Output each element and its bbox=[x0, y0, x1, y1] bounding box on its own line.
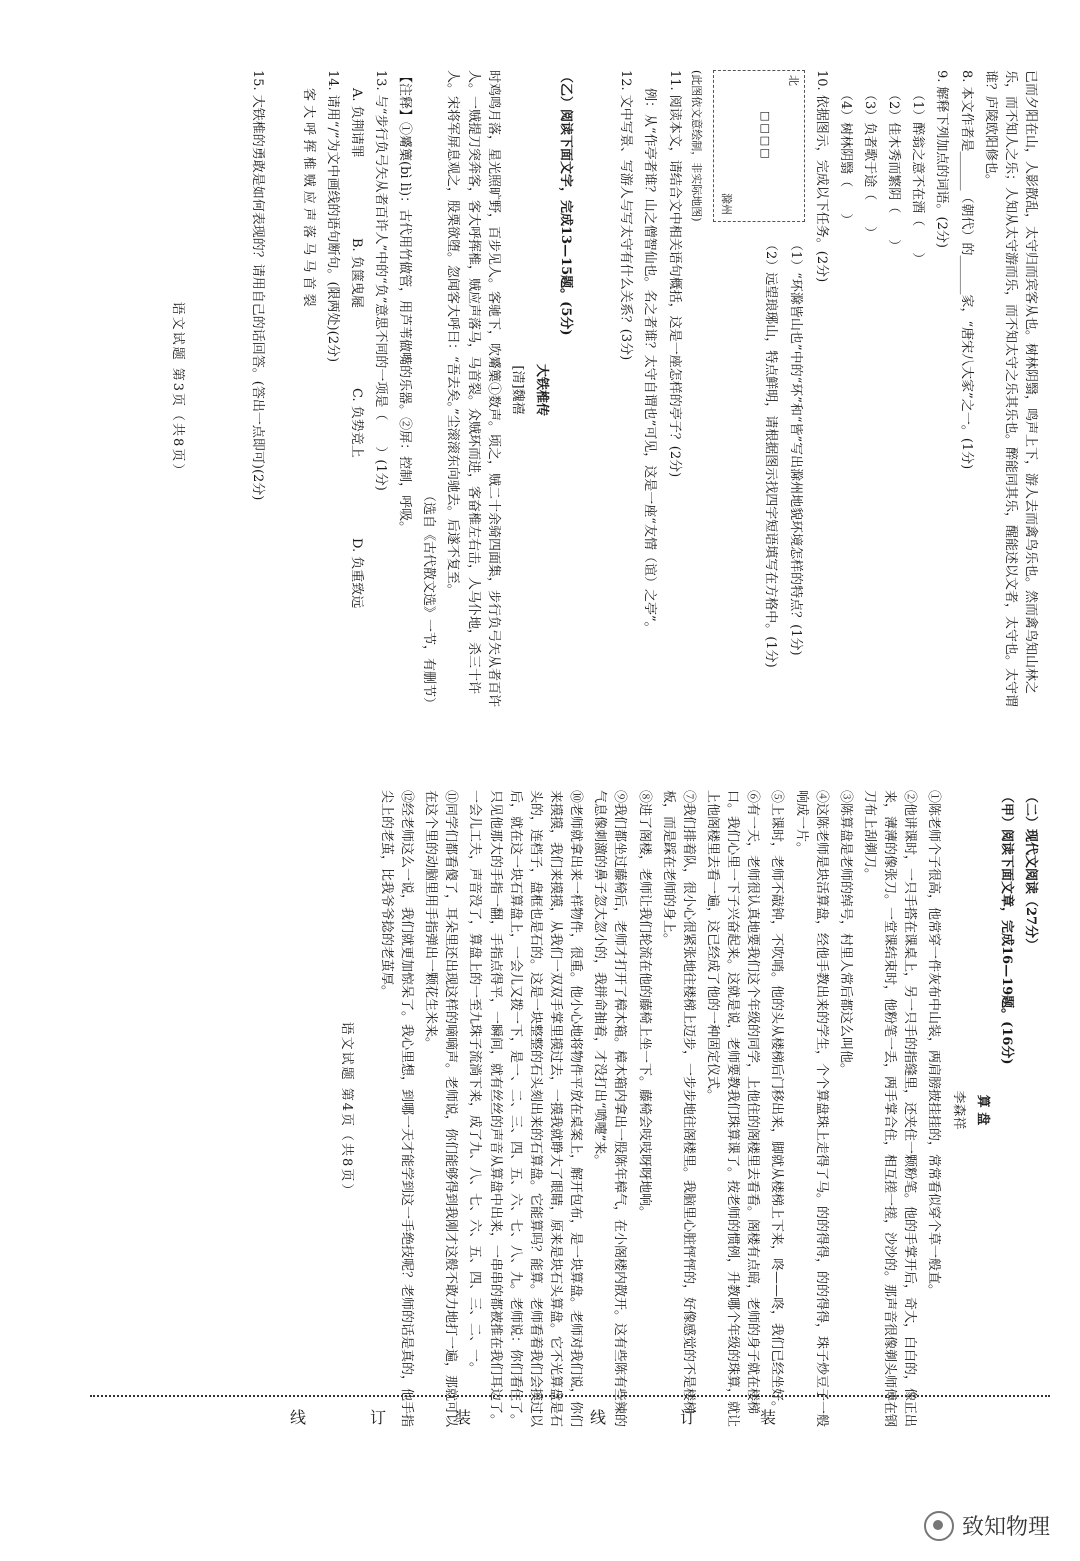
watermark-logo bbox=[924, 1510, 1050, 1541]
q9-item: （2）佳木秀而繁阴（ ） bbox=[886, 88, 902, 253]
paragraph: ⑩老师就拿出来一样物件，很重。他小心地将物件平放在桌案上，解开包布，是一块算盘。老师对我们说，你们来摸摸，我们来摸摸，从我们一双双手掌里摸过去，一摸我就睁大了眼睛，原来是块石头算盘。它不光算盘是石头的，连档子，盘框也是石的。这是一块整整的石头刻出来的石算盘。它能算吗？能算。老师看着我们会摸过以后，就在这一块石算盘上，一会儿又拨一下，是一、二、三、四、五、六、七、八、九。老师说：你们看住了。只见他那大的手指一翻，手指点得平，一瞬间，就有丝丝的声音从算盘中出来，一串串的都被推在我们耳边了。一会儿工夫，声音没了，算盘上的一至九珠子流淌下来，成了九、八、七、六、五、四、三、二、一。 bbox=[467, 790, 584, 1428]
map-caption: (此图依文意绘制，非实际地图) bbox=[689, 70, 703, 222]
binding-char: 线 bbox=[290, 1408, 307, 1427]
article-title: 算 盘 bbox=[974, 1094, 990, 1126]
question-9: 9. 解释下列加点的词语。(2分) bbox=[934, 70, 950, 248]
choice-a: A. 负荆请罪 bbox=[348, 88, 364, 158]
exam-page-3 bbox=[0, 40, 1080, 740]
paragraph: ④这陈老师是块活算盘，经他手教出来的学生，个个算盘珠上走得了马。的的得得，的的得得，珠子炒豆子一般响成一片。 bbox=[793, 790, 829, 1428]
paragraph: ②他讲课时，一只手搭在课桌上，另一只手的指缝里，还夹住一颗粉笔。他的手掌开后，奇大，白白的，像正出来，薄薄的像张刀。一堂课结束时，他粉笔一丢，两手掌合住，相互搓一搓，沙沙的。那声音很像剃头师傅在钢刀布上刮剃刀。 bbox=[862, 790, 918, 1428]
question-11: 11. 阅读本文，请结合文中相关语句概括，这是一座怎样的亭子？(2分) bbox=[666, 70, 682, 478]
paragraph: ⑫经老师这么一说，我们就更加惊呆了。我心里想，到哪一天才能学到这一手绝技呢？老师的话是真的，他手指尖上的老茧，比我爷爷捻的老茧厚。 bbox=[378, 790, 415, 1428]
choice-c: C. 负势竞上 bbox=[348, 388, 364, 458]
yi-author: [清]魏禧 bbox=[509, 365, 525, 415]
q10-sub-1: （1）“环滁皆山也”中的“环”和“皆”写出滁州地貌环境怎样的特点？(1分) bbox=[787, 238, 803, 656]
yi-title: 大铁椎传 bbox=[533, 363, 549, 416]
question-10-diagram bbox=[713, 70, 805, 710]
page-4-content bbox=[0, 760, 1080, 1460]
paragraph: ①陈老师个子很高，他常穿一件灰布中山装，两肩膀披挂挂的，常常看似穿个草一般直。 bbox=[926, 790, 942, 1298]
question-13: 13. 与“步行负弓矢从者百许人”中的“负”意思不同的一项是（ ）(1分) bbox=[373, 70, 388, 491]
q9-item: （4）树林阴翳（ ） bbox=[837, 88, 853, 227]
binding-char: 订 bbox=[680, 1408, 697, 1427]
question-12: 12. 文中写景、写游人与写太守有什么关系？(3分) bbox=[618, 70, 634, 361]
yi-text: 时鸡鸣月落，星光照旷野，百步见人。客驰下，吹觱篥①数声。顷之，贼二十余骑四面集，步行负弓矢从者百许人。一贼提刀突奔客，客大呼挥椎，贼应声落马，马首裂。众贼环而进，客奋椎左右击，人马仆地，杀三十许人。宋将军屏息观之，股栗欲堕。忽闻客大呼曰：“吾去矣。”尘滚滚东向驰去。后遂不复至。 bbox=[445, 70, 501, 708]
watermark-text: 致知物理 bbox=[961, 1515, 1050, 1540]
wechat-icon bbox=[924, 1511, 954, 1541]
north-label: 北 bbox=[786, 75, 800, 86]
section-heading: （二）现代文阅读（27分） bbox=[1023, 790, 1038, 952]
question-13-choices bbox=[346, 70, 366, 710]
mountain-map bbox=[713, 70, 805, 222]
choice-d: D. 负重致远 bbox=[348, 538, 364, 609]
city-label: 滁州 bbox=[719, 193, 733, 215]
yi-source: （选自《古代散文选》一节，有删节） bbox=[421, 488, 437, 710]
question-15: 15. 大铁椎的勇敢是如何表现的？请用自己的话回答。(答出一点即可)(2分) bbox=[250, 70, 266, 501]
binding-char: 装 bbox=[455, 1408, 472, 1427]
question-14-line: 客 大 呼 挥 椎 贼 应 声 落 马 马 首 裂 bbox=[300, 88, 316, 307]
q9-item: （3）负者歌于途（ ） bbox=[862, 88, 878, 240]
question-9-items bbox=[835, 70, 928, 710]
paragraph: ⑪同学们都看傻了，耳朵里还出现这样的嘀嘀声。老师说，你们能够得到我刚才这般不敢力地打一遍，那就可以在这个里的动脑里用手指弹出一颗花生米来。 bbox=[423, 790, 459, 1428]
paragraph: ⑧进了阁楼，老师让我们轮流在他的藤椅上坐一下。藤椅会吱吱呀呀地响。 bbox=[636, 790, 652, 1220]
part-yi-heading: （乙）阅读下面文字，完成13—15题。(5分) bbox=[558, 70, 574, 336]
question-8: 8. 本文作者是______（朝代）的______家，“唐宋八大家”之一。(1分) bbox=[958, 70, 974, 470]
binding-char: 订 bbox=[370, 1408, 387, 1427]
paragraph: ③陈算盘是老师的绰号，村里人常后都这么叫他。 bbox=[837, 790, 853, 1077]
binding-char: 线 bbox=[590, 1408, 607, 1427]
choice-b: B. 负箧曳屣 bbox=[348, 238, 364, 308]
binding-char: 装 bbox=[760, 1408, 777, 1427]
yi-note: 【注释】①觱篥(bì lì)：古代用竹做管，用芦苇做嘴的乐器。②屏：控制，呼吸。 bbox=[397, 70, 413, 535]
page-4-footer: 语文试题 第4页（共8页） bbox=[338, 1021, 354, 1199]
binding-dotted-line bbox=[90, 1395, 1050, 1397]
exam-page-4 bbox=[0, 760, 1080, 1460]
question-10-subs bbox=[756, 238, 804, 668]
question-14: 14. 请用“/”为文中画线的语句断句。(限两处)(2分) bbox=[324, 70, 340, 363]
paragraph: ⑤上课时，老师不敲钟，不吹哨。他的头从楼梯后门移出来，脚就从楼梯上下来，咚——咚，我们已经坐好。 bbox=[769, 790, 785, 1415]
part-jia-heading: （甲）阅读下面文章，完成16—19题。(16分) bbox=[998, 790, 1014, 1065]
q9-item: （1）醉翁之意不在酒（ ） bbox=[910, 88, 926, 266]
paragraph: ⑨我们都坐过藤椅后，老师才打开了樟木箱。樟木箱内拿出一股陈年樟气，在小阁楼内散开。这有些陈有些辣的气息像刺激的鼻子忽大忽小的，我拼命抽着，才没打出“喷嚏”来。 bbox=[592, 790, 628, 1428]
question-11-example: 例：从“作亭者谁？山之僧智仙也。名之者谁？太守自谓也”可见，这是一座“友情（谊）之亭”。 bbox=[642, 88, 658, 635]
paragraph: ⑦我们排着队，很小心很紧张地往楼梯上迈步，一步步地往阁楼里。我脑里心脏怦怦的，好像感觉的不是楼梯板，而是踩在老师的身上。 bbox=[660, 790, 696, 1415]
article-author: 李森祥 bbox=[950, 1090, 966, 1130]
question-10: 10. 依据图示，完成以下任务。(2分) bbox=[813, 70, 829, 283]
q10-sub-2: （2）远望琅琊山，特点鲜明，请根据图示找四字短语填写在方格中。(1分) bbox=[763, 238, 779, 668]
paragraph: ⑥有一天，老师很认真地要我们这个年级的同学，上他住的阁楼里去看看。阁楼有点暗，老师的身子就在楼梯口。我们心里一下子兴奋起来。这就是说，老师要教我们珠算课了。按老师的惯例，升教哪个年级的珠算，就让上他阁楼里去看一遍，这已经成了他的一种固定仪式。 bbox=[705, 790, 761, 1428]
page-3-content bbox=[0, 40, 1080, 740]
answer-boxes: □□□□ bbox=[758, 111, 772, 161]
page-3-footer: 语文试题 第3页（共8页） bbox=[170, 301, 186, 479]
intro-paragraph: 已而夕阳在山，人影散乱，太守归而宾客从也。树林阴翳，鸣声上下，游人去而禽鸟乐也。然而禽鸟知山林之乐，而不知人之乐；人知从太守游而乐，而不知太守之乐其乐也。醉能同其乐，醒能述以文者，太守也。太守谓谁？庐陵欧阳修也。 bbox=[982, 70, 1038, 708]
